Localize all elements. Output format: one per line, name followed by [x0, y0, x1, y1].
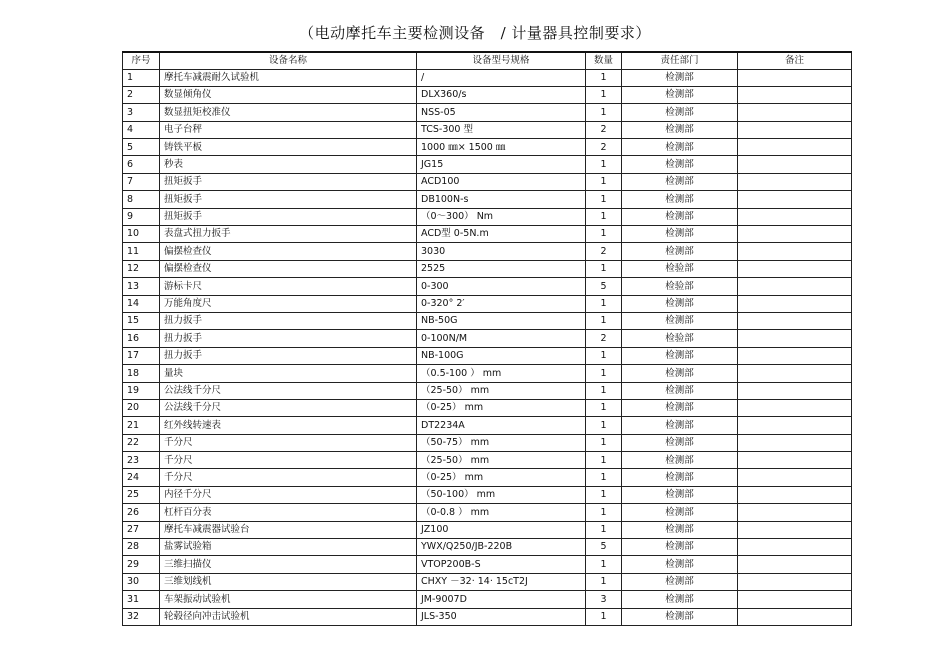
cell-model: JG15	[417, 156, 586, 173]
cell-dept: 检测部	[622, 347, 738, 364]
header-no: 序号	[123, 52, 160, 69]
cell-model: VTOP200B-S	[417, 556, 586, 573]
cell-qty: 1	[586, 608, 622, 625]
cell-no: 3	[123, 104, 160, 121]
cell-model: （0.5-100 ） mm	[417, 365, 586, 382]
cell-name: 三维划线机	[160, 573, 417, 590]
cell-note	[738, 312, 852, 329]
cell-note	[738, 365, 852, 382]
cell-dept: 检测部	[622, 226, 738, 243]
cell-qty: 1	[586, 191, 622, 208]
cell-no: 11	[123, 243, 160, 260]
cell-model: NB-100G	[417, 347, 586, 364]
cell-dept: 检测部	[622, 417, 738, 434]
cell-note	[738, 399, 852, 416]
cell-no: 20	[123, 399, 160, 416]
cell-qty: 2	[586, 330, 622, 347]
table-row	[123, 295, 852, 312]
cell-model: 3030	[417, 243, 586, 260]
cell-qty: 3	[586, 591, 622, 608]
table-row	[123, 486, 852, 503]
document-title: （电动摩托车主要检测设备 / 计量器具控制要求）	[299, 24, 651, 42]
cell-no: 25	[123, 486, 160, 503]
cell-no: 2	[123, 86, 160, 103]
table-row	[123, 69, 852, 86]
cell-qty: 1	[586, 556, 622, 573]
equipment-table	[122, 51, 852, 626]
cell-model: （0～300） Nm	[417, 208, 586, 225]
cell-dept: 检验部	[622, 260, 738, 277]
cell-no: 19	[123, 382, 160, 399]
cell-name: 扭矩扳手	[160, 208, 417, 225]
cell-note	[738, 104, 852, 121]
cell-note	[738, 556, 852, 573]
cell-no: 15	[123, 312, 160, 329]
cell-dept: 检测部	[622, 69, 738, 86]
table-row	[123, 434, 852, 451]
cell-name: 千分尺	[160, 434, 417, 451]
cell-name: 摩托车减震器试验台	[160, 521, 417, 538]
table-row	[123, 417, 852, 434]
cell-dept: 检测部	[622, 399, 738, 416]
cell-dept: 检测部	[622, 452, 738, 469]
cell-model: DT2234A	[417, 417, 586, 434]
cell-no: 5	[123, 139, 160, 156]
cell-note	[738, 417, 852, 434]
cell-name: 摩托车减震耐久试验机	[160, 69, 417, 86]
cell-no: 17	[123, 347, 160, 364]
cell-note	[738, 608, 852, 625]
cell-name: 数显扭矩校准仪	[160, 104, 417, 121]
header-model: 设备型号规格	[417, 52, 586, 69]
header-name: 设备名称	[160, 52, 417, 69]
table-row	[123, 399, 852, 416]
cell-name: 内径千分尺	[160, 486, 417, 503]
cell-no: 7	[123, 173, 160, 190]
cell-name: 轮毂径向冲击试验机	[160, 608, 417, 625]
cell-model: 0-300	[417, 278, 586, 295]
table-row	[123, 330, 852, 347]
cell-dept: 检测部	[622, 539, 738, 556]
cell-no: 32	[123, 608, 160, 625]
cell-qty: 2	[586, 139, 622, 156]
cell-name: 车架振动试验机	[160, 591, 417, 608]
cell-note	[738, 243, 852, 260]
table-row	[123, 365, 852, 382]
cell-qty: 1	[586, 86, 622, 103]
cell-dept: 检测部	[622, 156, 738, 173]
cell-name: 扭矩扳手	[160, 191, 417, 208]
cell-no: 21	[123, 417, 160, 434]
cell-note	[738, 434, 852, 451]
cell-note	[738, 173, 852, 190]
cell-note	[738, 191, 852, 208]
cell-dept: 检测部	[622, 521, 738, 538]
cell-no: 26	[123, 504, 160, 521]
cell-note	[738, 382, 852, 399]
table-header-row	[123, 52, 852, 69]
cell-model: NB-50G	[417, 312, 586, 329]
cell-note	[738, 278, 852, 295]
cell-dept: 检测部	[622, 591, 738, 608]
cell-dept: 检测部	[622, 295, 738, 312]
cell-name: 数显倾角仪	[160, 86, 417, 103]
cell-qty: 1	[586, 434, 622, 451]
table-row	[123, 173, 852, 190]
cell-name: 秒表	[160, 156, 417, 173]
cell-note	[738, 591, 852, 608]
cell-no: 6	[123, 156, 160, 173]
cell-dept: 检测部	[622, 556, 738, 573]
cell-model: （25-50） mm	[417, 382, 586, 399]
cell-note	[738, 347, 852, 364]
cell-qty: 1	[586, 295, 622, 312]
cell-model: NSS-05	[417, 104, 586, 121]
table-row	[123, 208, 852, 225]
table-row	[123, 573, 852, 590]
cell-dept: 检测部	[622, 104, 738, 121]
cell-name: 千分尺	[160, 469, 417, 486]
cell-no: 27	[123, 521, 160, 538]
cell-dept: 检测部	[622, 608, 738, 625]
cell-note	[738, 539, 852, 556]
cell-dept: 检测部	[622, 312, 738, 329]
cell-qty: 1	[586, 365, 622, 382]
cell-qty: 1	[586, 69, 622, 86]
table-row	[123, 86, 852, 103]
cell-qty: 1	[586, 347, 622, 364]
cell-dept: 检测部	[622, 121, 738, 138]
cell-model: 2525	[417, 260, 586, 277]
cell-qty: 1	[586, 156, 622, 173]
cell-dept: 检测部	[622, 486, 738, 503]
cell-note	[738, 486, 852, 503]
cell-no: 10	[123, 226, 160, 243]
table-row	[123, 191, 852, 208]
cell-name: 三维扫描仪	[160, 556, 417, 573]
cell-dept: 检验部	[622, 278, 738, 295]
cell-dept: 检测部	[622, 86, 738, 103]
table-row	[123, 608, 852, 625]
cell-note	[738, 521, 852, 538]
header-qty: 数量	[586, 52, 622, 69]
cell-qty: 1	[586, 208, 622, 225]
cell-no: 16	[123, 330, 160, 347]
cell-no: 28	[123, 539, 160, 556]
cell-name: 公法线千分尺	[160, 382, 417, 399]
cell-dept: 检测部	[622, 469, 738, 486]
cell-name: 扭力扳手	[160, 347, 417, 364]
table-body	[123, 69, 852, 626]
table-row	[123, 521, 852, 538]
cell-model: 0-320° 2′	[417, 295, 586, 312]
table-row	[123, 104, 852, 121]
cell-model: TCS-300 型	[417, 121, 586, 138]
cell-dept: 检测部	[622, 208, 738, 225]
cell-dept: 检测部	[622, 173, 738, 190]
cell-dept: 检测部	[622, 365, 738, 382]
cell-model: DLX360/s	[417, 86, 586, 103]
cell-name: 偏摆检查仪	[160, 243, 417, 260]
cell-model: ACD100	[417, 173, 586, 190]
cell-dept: 检测部	[622, 382, 738, 399]
cell-model: /	[417, 69, 586, 86]
cell-qty: 2	[586, 121, 622, 138]
cell-no: 8	[123, 191, 160, 208]
cell-no: 29	[123, 556, 160, 573]
cell-model: JM-9007D	[417, 591, 586, 608]
cell-name: 电子台秤	[160, 121, 417, 138]
cell-model: （0-0.8 ） mm	[417, 504, 586, 521]
cell-qty: 1	[586, 260, 622, 277]
cell-qty: 5	[586, 278, 622, 295]
table-row	[123, 243, 852, 260]
cell-note	[738, 573, 852, 590]
cell-qty: 1	[586, 417, 622, 434]
cell-no: 22	[123, 434, 160, 451]
cell-qty: 1	[586, 104, 622, 121]
cell-dept: 检测部	[622, 573, 738, 590]
cell-qty: 1	[586, 173, 622, 190]
cell-name: 表盘式扭力扳手	[160, 226, 417, 243]
cell-dept: 检测部	[622, 504, 738, 521]
table-row	[123, 452, 852, 469]
cell-model: JZ100	[417, 521, 586, 538]
cell-no: 13	[123, 278, 160, 295]
cell-note	[738, 156, 852, 173]
cell-dept: 检测部	[622, 191, 738, 208]
cell-no: 23	[123, 452, 160, 469]
cell-qty: 1	[586, 312, 622, 329]
cell-dept: 检测部	[622, 139, 738, 156]
cell-note	[738, 295, 852, 312]
cell-name: 万能角度尺	[160, 295, 417, 312]
header-dept: 责任部门	[622, 52, 738, 69]
cell-qty: 1	[586, 573, 622, 590]
cell-name: 量块	[160, 365, 417, 382]
cell-no: 14	[123, 295, 160, 312]
cell-qty: 2	[586, 243, 622, 260]
cell-dept: 检测部	[622, 434, 738, 451]
header-note: 备注	[738, 52, 852, 69]
cell-name: 铸铁平板	[160, 139, 417, 156]
cell-no: 18	[123, 365, 160, 382]
cell-qty: 1	[586, 521, 622, 538]
cell-name: 杠杆百分表	[160, 504, 417, 521]
cell-model: ACD型 0-5N.m	[417, 226, 586, 243]
table-row	[123, 156, 852, 173]
cell-model: 1000 ㎜× 1500 ㎜	[417, 139, 586, 156]
cell-no: 31	[123, 591, 160, 608]
cell-no: 9	[123, 208, 160, 225]
cell-model: DB100N-s	[417, 191, 586, 208]
table-row	[123, 260, 852, 277]
cell-name: 游标卡尺	[160, 278, 417, 295]
table-row	[123, 347, 852, 364]
cell-no: 1	[123, 69, 160, 86]
cell-no: 4	[123, 121, 160, 138]
cell-name: 扭矩扳手	[160, 173, 417, 190]
cell-note	[738, 452, 852, 469]
table-row	[123, 226, 852, 243]
cell-name: 扭力扳手	[160, 312, 417, 329]
cell-no: 24	[123, 469, 160, 486]
cell-name: 公法线千分尺	[160, 399, 417, 416]
cell-qty: 1	[586, 486, 622, 503]
cell-model: YWX/Q250/JB-220B	[417, 539, 586, 556]
table-row	[123, 556, 852, 573]
cell-note	[738, 208, 852, 225]
cell-qty: 1	[586, 382, 622, 399]
cell-model: 0-100N/M	[417, 330, 586, 347]
cell-dept: 检验部	[622, 330, 738, 347]
cell-name: 千分尺	[160, 452, 417, 469]
cell-model: （25-50） mm	[417, 452, 586, 469]
table-row	[123, 539, 852, 556]
cell-dept: 检测部	[622, 243, 738, 260]
cell-note	[738, 260, 852, 277]
cell-name: 偏摆检查仪	[160, 260, 417, 277]
cell-model: CHXY －32· 14· 15cT2J	[417, 573, 586, 590]
cell-no: 30	[123, 573, 160, 590]
table-row	[123, 139, 852, 156]
cell-no: 12	[123, 260, 160, 277]
cell-name: 扭力扳手	[160, 330, 417, 347]
cell-note	[738, 139, 852, 156]
cell-name: 红外线转速表	[160, 417, 417, 434]
cell-qty: 1	[586, 226, 622, 243]
cell-note	[738, 226, 852, 243]
table-row	[123, 591, 852, 608]
table-row	[123, 504, 852, 521]
cell-name: 盐雾试验箱	[160, 539, 417, 556]
table-row	[123, 382, 852, 399]
cell-model: （50-100） mm	[417, 486, 586, 503]
cell-qty: 1	[586, 452, 622, 469]
table-row	[123, 469, 852, 486]
cell-model: （0-25） mm	[417, 469, 586, 486]
cell-qty: 1	[586, 399, 622, 416]
cell-model: （0-25） mm	[417, 399, 586, 416]
cell-model: JLS-350	[417, 608, 586, 625]
cell-note	[738, 330, 852, 347]
cell-qty: 1	[586, 469, 622, 486]
cell-note	[738, 69, 852, 86]
cell-note	[738, 121, 852, 138]
cell-note	[738, 504, 852, 521]
table-row	[123, 312, 852, 329]
cell-qty: 5	[586, 539, 622, 556]
cell-model: （50-75） mm	[417, 434, 586, 451]
cell-qty: 1	[586, 504, 622, 521]
cell-note	[738, 469, 852, 486]
table-row	[123, 278, 852, 295]
table-row	[123, 121, 852, 138]
cell-note	[738, 86, 852, 103]
